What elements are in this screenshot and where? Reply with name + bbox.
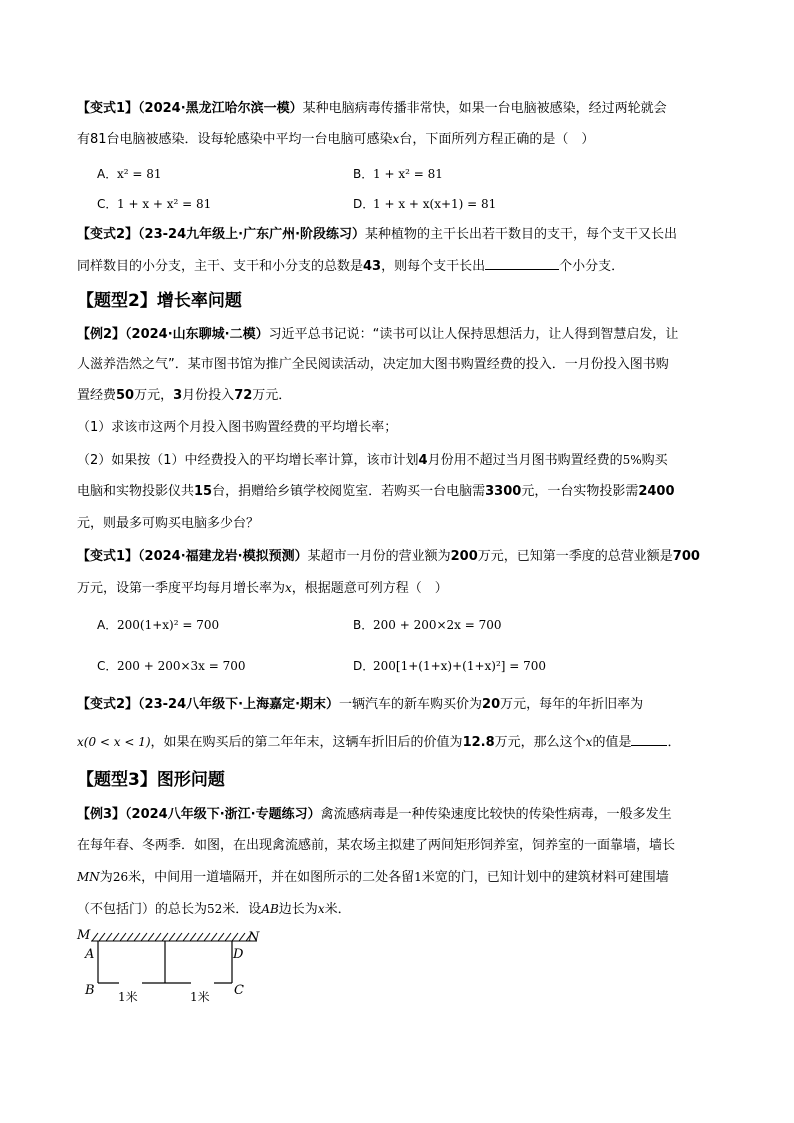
example2-question2-line3: 元，则最多可购买电脑多少台？ bbox=[77, 516, 260, 531]
variant1-line2: 有81台电脑被感染．设每轮感染中平均一台电脑可感染x台，下面所列方程正确的是（ ） bbox=[77, 132, 595, 147]
variant4-line1: 【变式2】（23-24八年级下·上海嘉定·期末）一辆汽车的新车购买价为20万元，每年的年折旧率为 bbox=[77, 697, 644, 712]
variant1-source: （2024·黑龙江哈尔滨一模） bbox=[138, 101, 303, 116]
example3-line4: （不包括门）的总长为52米．设AB边长为x米． bbox=[77, 902, 351, 917]
variant1-tag: 【变式1】 bbox=[77, 101, 139, 116]
label-a: A bbox=[85, 947, 95, 962]
section-heading-2: 【题型2】增长率问题 bbox=[77, 291, 242, 311]
enclosure-walls bbox=[98, 941, 232, 983]
label-c: C bbox=[234, 983, 244, 998]
example2-question1: （1）求该市这两个月投入图书购置经费的平均增长率； bbox=[77, 420, 398, 435]
label-n: N bbox=[248, 930, 260, 945]
variant3-option-d[interactable]: D．200[1+(1+x)+(1+x)²] = 700 bbox=[353, 659, 547, 673]
variant3-line2: 万元，设第一季度平均每月增长率为x，根据题意可列方程（ ） bbox=[77, 581, 448, 596]
wall-hatching bbox=[91, 933, 257, 941]
example2-line1: 【例2】（2024·山东聊城·二模）习近平总书记说：“读书可以让人保持思想活力，让人得到智慧启发，让 bbox=[77, 327, 679, 342]
variant1-line1: 【变式1】（2024·黑龙江哈尔滨一模）某种电脑病毒传播非常快，如果一台电脑被感染，经过两轮就会 bbox=[77, 101, 667, 116]
variant1-option-d[interactable]: D．1 + x + x(x+1) = 81 bbox=[353, 197, 497, 211]
example3-line1: 【例3】（2024八年级下·浙江·专题练习）禽流感病毒是一种传染速度比较快的传染性病毒，一般多发生 bbox=[77, 807, 672, 822]
section-heading-3: 【题型3】图形问题 bbox=[77, 770, 225, 790]
variant4-line2: x(0 < x < 1)，如果在购买后的第二年年末，这辆车折旧后的价值为12.8万元，那么这个x的值是 ． bbox=[77, 735, 681, 750]
example2-line2: 人滋养浩然之气”．某市图书馆为推广全民阅读活动，决定加大图书购置经费的投入．一月份投入图书购 bbox=[77, 357, 669, 372]
label-m: M bbox=[77, 928, 91, 943]
answer-blank[interactable] bbox=[485, 257, 559, 270]
answer-blank[interactable] bbox=[631, 733, 667, 746]
example3-line2: 在每年春、冬两季．如图，在出现禽流感前，某农场主拟建了两间矩形饲养室，饲养室的一面靠墙，墙长 bbox=[77, 838, 676, 853]
enclosure-diagram bbox=[74, 925, 274, 1005]
door-label-2: 1米 bbox=[190, 990, 210, 1004]
variant2-line1: 【变式2】（23-24九年级上·广东广州·阶段练习）某种植物的主干长出若干数目的支干，每个支干又长出 bbox=[77, 227, 678, 242]
door-label-1: 1米 bbox=[118, 990, 138, 1004]
variant1-option-b[interactable]: B．1 + x² = 81 bbox=[353, 167, 443, 181]
variant3-line1: 【变式1】（2024·福建龙岩·模拟预测）某超市一月份的营业额为200万元，已知第一季度的总营业额是700 bbox=[77, 549, 700, 564]
variant1-option-c[interactable]: C．1 + x + x² = 81 bbox=[97, 197, 212, 211]
example2-line3: 置经费50万元，3月份投入72万元． bbox=[77, 388, 292, 403]
variant3-option-b[interactable]: B．200 + 200×2x = 700 bbox=[353, 618, 502, 632]
variant3-option-a[interactable]: A．200(1+x)² = 700 bbox=[97, 618, 220, 632]
example2-question2-line2: 电脑和实物投影仪共15台，捐赠给乡镇学校阅览室．若购买一台电脑需3300元，一台实物投影需2400 bbox=[77, 484, 675, 499]
label-d: D bbox=[233, 947, 244, 962]
example2-question2-line1: （2）如果按（1）中经费投入的平均增长率计算，该市计划4月份用不超过当月图书购置经费的5%购买 bbox=[77, 453, 668, 468]
variant3-option-c[interactable]: C．200 + 200×3x = 700 bbox=[97, 659, 246, 673]
variant2-line2: 同样数目的小分支，主干、支干和小分支的总数是43，则每个支干长出 个小分支． bbox=[77, 259, 625, 274]
label-b: B bbox=[85, 983, 95, 998]
example3-line3: MN为26米，中间用一道墙隔开，并在如图所示的二处各留1米宽的门，已知计划中的建筑材料可建围墙 bbox=[77, 870, 669, 885]
variant1-option-a[interactable]: A．x² = 81 bbox=[97, 167, 162, 181]
